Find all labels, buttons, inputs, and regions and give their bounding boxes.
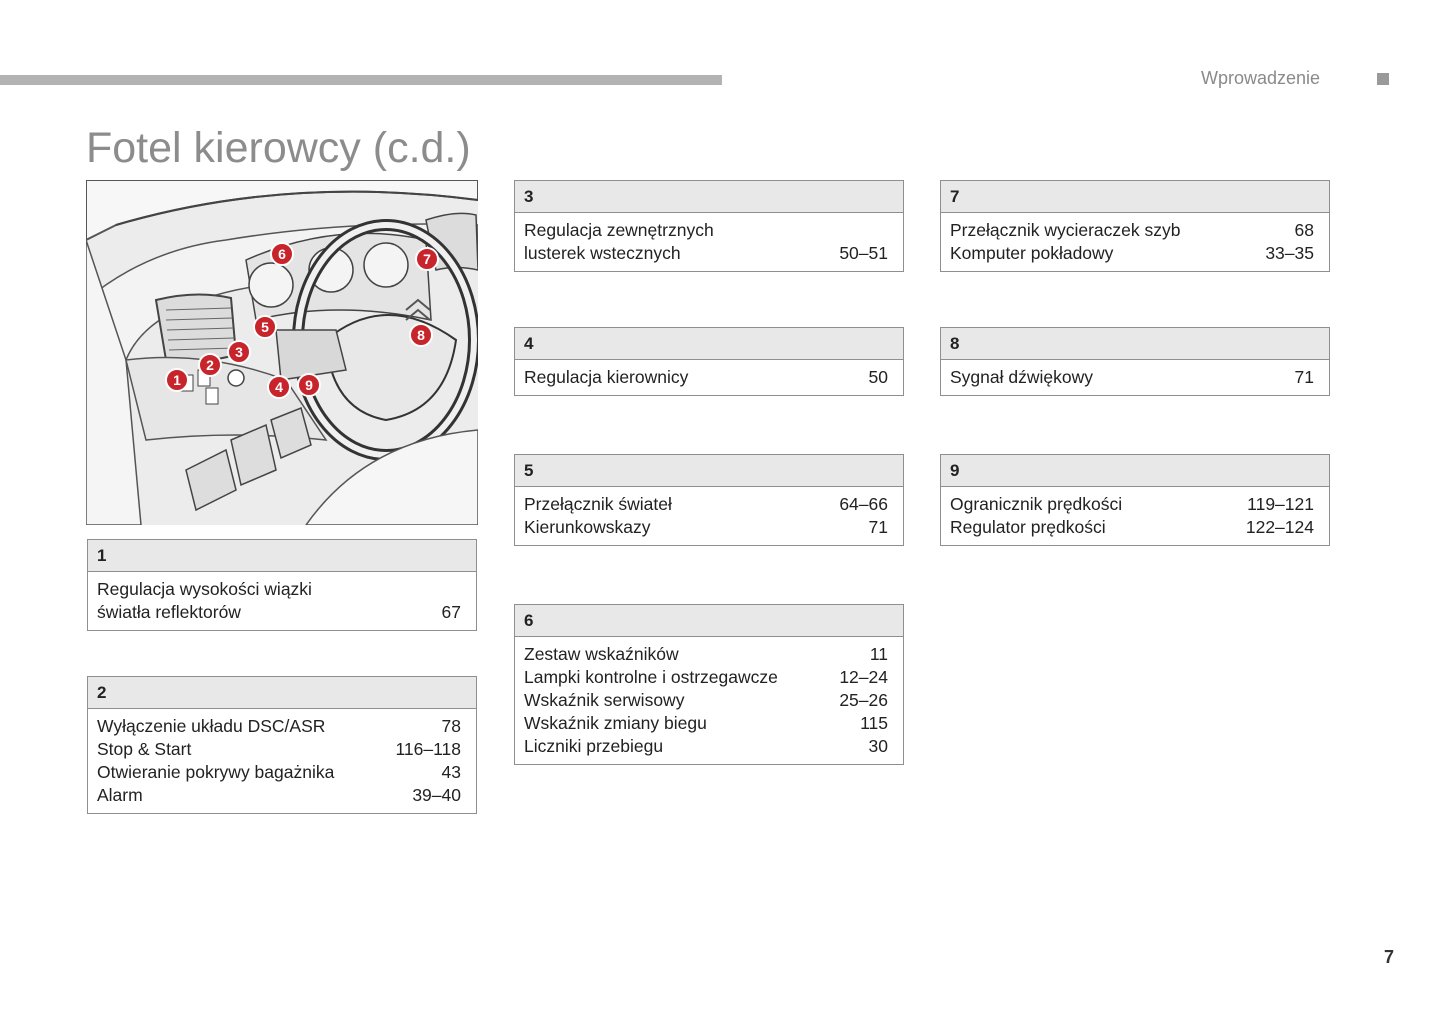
page-ref: 43 <box>441 762 461 782</box>
section-square-icon <box>1377 73 1389 85</box>
info-box-9 <box>940 454 1330 546</box>
list-item <box>524 219 888 265</box>
marker-9 <box>298 374 320 396</box>
svg-text:7: 7 <box>423 251 431 267</box>
page-ref: 64–66 <box>839 494 888 514</box>
page-title: Fotel kierowcy (c.d.) <box>86 124 471 172</box>
box-number: 7 <box>941 181 1329 213</box>
marker-2 <box>199 354 221 376</box>
page-ref: 50–51 <box>839 243 888 263</box>
svg-text:9: 9 <box>305 377 313 393</box>
marker-1 <box>166 369 188 391</box>
item-label: Regulacja zewnętrznych lusterek wstecznych <box>524 220 714 263</box>
page-ref: 122–124 <box>1245 517 1314 537</box>
list-item <box>97 715 461 738</box>
dashboard-drawing <box>86 180 478 525</box>
page-ref: 30 <box>868 736 888 756</box>
box-number: 4 <box>515 328 903 360</box>
list-item <box>524 643 888 666</box>
info-box-1 <box>87 539 477 631</box>
info-box-6 <box>514 604 904 765</box>
dashboard-illustration <box>86 180 478 525</box>
item-label: Liczniki przebiegu <box>524 736 664 756</box>
page-ref: 71 <box>868 517 888 537</box>
svg-text:1: 1 <box>173 372 181 388</box>
svg-text:2: 2 <box>206 357 214 373</box>
item-label: Lampki kontrolne i ostrzegawcze <box>524 667 778 687</box>
svg-text:4: 4 <box>275 379 283 395</box>
page-ref: 68 <box>1294 220 1314 240</box>
marker-8 <box>410 324 432 346</box>
marker-6 <box>271 243 293 265</box>
info-box-2 <box>87 676 477 814</box>
page-ref: 11 <box>869 644 888 664</box>
page-number: 7 <box>1384 947 1395 967</box>
list-item <box>950 493 1314 516</box>
item-label: Ogranicznik prędkości <box>950 494 1123 514</box>
item-label: Regulacja kierownicy <box>524 367 689 387</box>
list-item <box>97 761 461 784</box>
list-item <box>524 366 888 389</box>
item-label: Stop & Start <box>97 739 192 759</box>
box-number: 2 <box>88 677 476 709</box>
list-item <box>524 712 888 735</box>
page-ref: 115 <box>860 713 888 733</box>
item-label: Wskaźnik serwisowy <box>524 690 685 710</box>
page-ref: 116–118 <box>395 739 461 759</box>
section-title: Wprowadzenie <box>1201 68 1321 88</box>
info-box-8 <box>940 327 1330 396</box>
list-item <box>524 666 888 689</box>
info-box-7 <box>940 180 1330 272</box>
list-item <box>524 735 888 758</box>
item-label: Przełącznik wycieraczek szyb <box>950 220 1181 240</box>
list-item <box>524 493 888 516</box>
info-box-4 <box>514 327 904 396</box>
page-ref: 78 <box>441 716 461 736</box>
marker-7 <box>416 248 438 270</box>
box-number: 6 <box>515 605 903 637</box>
item-label: Przełącznik świateł <box>524 494 672 514</box>
item-label: Komputer pokładowy <box>950 243 1114 263</box>
page-ref: 39–40 <box>412 785 461 805</box>
item-label: Regulator prędkości <box>950 517 1106 537</box>
marker-5 <box>254 316 276 338</box>
header-bar <box>0 75 722 85</box>
list-item <box>950 219 1314 242</box>
list-item <box>950 516 1314 539</box>
marker-4 <box>268 376 290 398</box>
list-item <box>97 738 461 761</box>
item-label: Kierunkowskazy <box>524 517 651 537</box>
page-ref: 33–35 <box>1265 243 1314 263</box>
page-ref: 71 <box>1294 367 1314 387</box>
box-number: 3 <box>515 181 903 213</box>
info-box-5 <box>514 454 904 546</box>
page-ref: 67 <box>441 602 461 622</box>
page-ref: 119–121 <box>1247 494 1314 514</box>
list-item <box>97 784 461 807</box>
marker-3 <box>228 341 250 363</box>
svg-text:3: 3 <box>235 344 243 360</box>
page-ref: 12–24 <box>839 667 888 687</box>
item-label: Wskaźnik zmiany biegu <box>524 713 707 733</box>
item-label: Sygnał dźwiękowy <box>950 367 1093 387</box>
svg-text:8: 8 <box>417 327 425 343</box>
item-label: Zestaw wskaźników <box>524 644 679 664</box>
info-box-3 <box>514 180 904 272</box>
svg-text:5: 5 <box>261 319 269 335</box>
box-number: 9 <box>941 455 1329 487</box>
svg-text:6: 6 <box>278 246 286 262</box>
item-label: Regulacja wysokości wiązki światła reflektorów <box>97 579 312 622</box>
item-label: Otwieranie pokrywy bagażnika <box>97 762 335 782</box>
box-number: 1 <box>88 540 476 572</box>
page-ref: 25–26 <box>839 690 888 710</box>
box-number: 8 <box>941 328 1329 360</box>
list-item <box>950 242 1314 265</box>
item-label: Alarm <box>97 785 143 805</box>
list-item <box>97 578 461 624</box>
list-item <box>524 689 888 712</box>
list-item <box>524 516 888 539</box>
item-label: Wyłączenie układu DSC/ASR <box>97 716 326 736</box>
page-ref: 50 <box>868 367 888 387</box>
box-number: 5 <box>515 455 903 487</box>
list-item <box>950 366 1314 389</box>
